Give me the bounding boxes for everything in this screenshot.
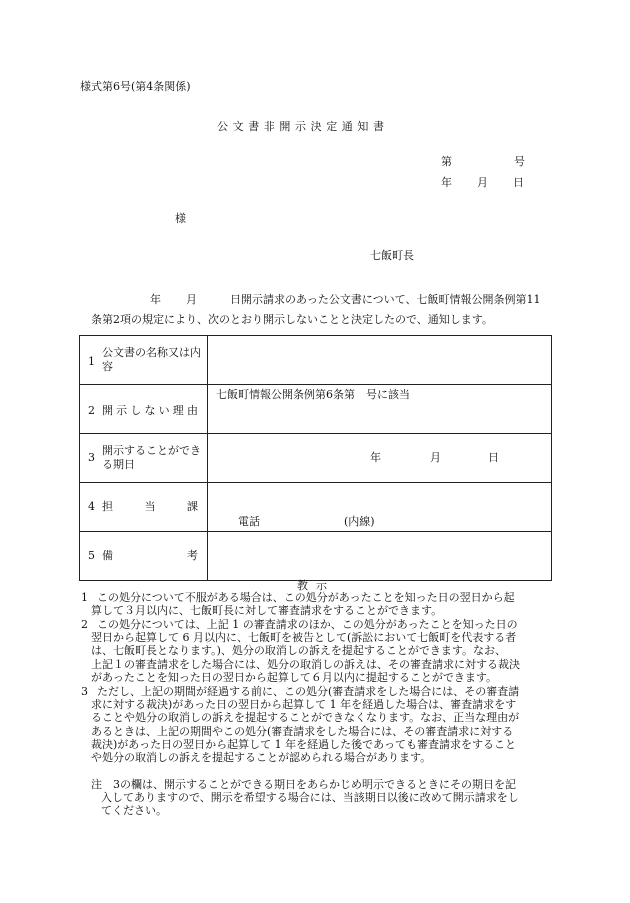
instruction-item-3 <box>81 685 519 764</box>
row-label-text <box>102 404 198 418</box>
row-number: 4 <box>88 500 95 513</box>
item-number: 3 <box>81 685 88 698</box>
row-label-text: 公文書の名称又は内容 <box>102 346 201 373</box>
disclosure-year: 年 <box>370 451 381 464</box>
issue-date-day: 日 <box>513 176 524 189</box>
note-line: 3の欄は、開示することができる期日をあらかじめ明示できるときにその期日を記 <box>113 778 516 791</box>
instruction-line: この処分については、上記 1 の審査請求のほか、この処分があったことを知った日の <box>97 618 518 631</box>
row-label-document-name <box>80 336 208 385</box>
number-dai: 第 <box>441 155 452 168</box>
disclosure-date-cell <box>208 434 552 483</box>
instruction-line: や処分の取消しの訴えを提起することが認められる場合があります。 <box>91 751 432 765</box>
table-row <box>80 483 552 532</box>
issue-date-year: 年 <box>441 176 452 189</box>
table-row <box>80 532 552 581</box>
document-name-cell <box>208 336 552 385</box>
instruction-line: あるときは、上記の期間やこの処分(審査請求をした場合には、その審査請求に対する <box>91 724 514 738</box>
label-char: 考 <box>187 549 198 562</box>
instruction-heading: 教示 <box>297 579 335 592</box>
label-char: 理 <box>172 404 184 417</box>
label-char: 備 <box>102 549 113 562</box>
row-label-remarks <box>80 532 208 581</box>
label-char: 担 <box>102 500 113 513</box>
label-char: し <box>130 404 142 417</box>
phone-label: 電話 <box>238 515 260 528</box>
instruction-line: この処分について不服がある場合は、この処分があったことを知った日の翌日から起 <box>97 591 515 604</box>
row-label-reason <box>80 385 208 434</box>
row-number: 2 <box>88 404 95 417</box>
form-number: 様式第6号(第4条関係) <box>80 80 191 93</box>
label-char: 課 <box>187 500 198 513</box>
addressee-suffix: 様 <box>175 212 186 225</box>
instruction-line: 裁決)があった日の翌日から起算して 1 年を経過した後であっても審査請求をすること <box>91 737 517 751</box>
label-char: な <box>144 404 156 417</box>
decision-table <box>79 335 552 581</box>
intro-year: 年 <box>150 293 161 306</box>
instruction-line: は、七飯町長となります。)、処分の取消しの訴えを提起することができます。なお、 <box>91 644 507 658</box>
intro-line-2: 条第2項の規定により、次のとおり開示しないことと決定したので、通知します。 <box>91 313 493 326</box>
reason-cell <box>208 385 552 434</box>
row-label-department <box>80 483 208 532</box>
issuer-name: 七飯町長 <box>370 249 414 262</box>
instruction-line: 求に対する裁決)があった日の翌日から起算して 1 年を経過した場合は、審査請求をす <box>91 698 517 712</box>
intro-text-1: 日開示請求のあった公文書について、七飯町情報公開条例第11 <box>230 293 541 306</box>
extension-label: (内線) <box>344 515 375 528</box>
row-label-text: 開示することができる期日 <box>102 444 201 471</box>
instruction-line: ただし、上記の期間が経過する前に、この処分(審査請求をした場合には、その審査請 <box>97 685 520 698</box>
issue-date-month: 月 <box>477 176 488 189</box>
row-number: 1 <box>88 355 95 368</box>
department-cell <box>208 483 552 532</box>
table-row <box>80 434 552 483</box>
note-line: てください。 <box>101 804 167 818</box>
note-line: 入してありますので、開示を希望する場合には、当該期日以後に改めて開示請求をし <box>101 791 519 805</box>
intro-month: 月 <box>186 293 197 306</box>
label-char: 開 <box>102 404 113 417</box>
label-char: 示 <box>116 404 128 417</box>
disclosure-day: 日 <box>488 451 499 464</box>
note-section <box>91 778 519 818</box>
label-char: 由 <box>186 404 198 417</box>
label-char: 当 <box>144 500 156 513</box>
instruction-line: ることや処分の取消しの訴えを提起することができなくなります。なお、正当な理由が <box>91 711 520 725</box>
number-go: 号 <box>514 155 525 168</box>
row-label-text <box>102 549 198 563</box>
row-label-disclosure-date <box>80 434 208 483</box>
instruction-item-1 <box>81 591 515 617</box>
instruction-line: があったことを知った日の翌日から起算して６月以内に提起することができます。 <box>91 670 498 684</box>
instruction-item-2 <box>81 618 520 684</box>
instruction-line: 算して３月以内に、七飯町長に対して審査請求をすることができます。 <box>91 604 443 618</box>
item-number: 2 <box>81 618 88 631</box>
disclosure-month: 月 <box>430 451 441 464</box>
label-char: い <box>158 404 170 417</box>
item-number: 1 <box>81 591 88 604</box>
table-row <box>80 336 552 385</box>
row-number: 5 <box>88 549 95 562</box>
remarks-cell <box>208 532 552 581</box>
row-label-text <box>102 500 198 514</box>
table-row <box>80 385 552 434</box>
note-prefix: 注 <box>91 778 102 791</box>
instruction-line: 翌日から起算して 6 月以内に、七飯町を被告として(訴訟において七飯町を代表する者 <box>91 631 517 645</box>
document-title: 公文書非開示決定通知書 <box>217 120 389 133</box>
row-number: 3 <box>88 451 95 464</box>
instruction-line: 上記１の審査請求をした場合には、処分の取消しの訴えは、その審査請求に対する裁決 <box>91 657 520 671</box>
reason-text: 七飯町情報公開条例第6条第 号に該当 <box>216 388 410 401</box>
